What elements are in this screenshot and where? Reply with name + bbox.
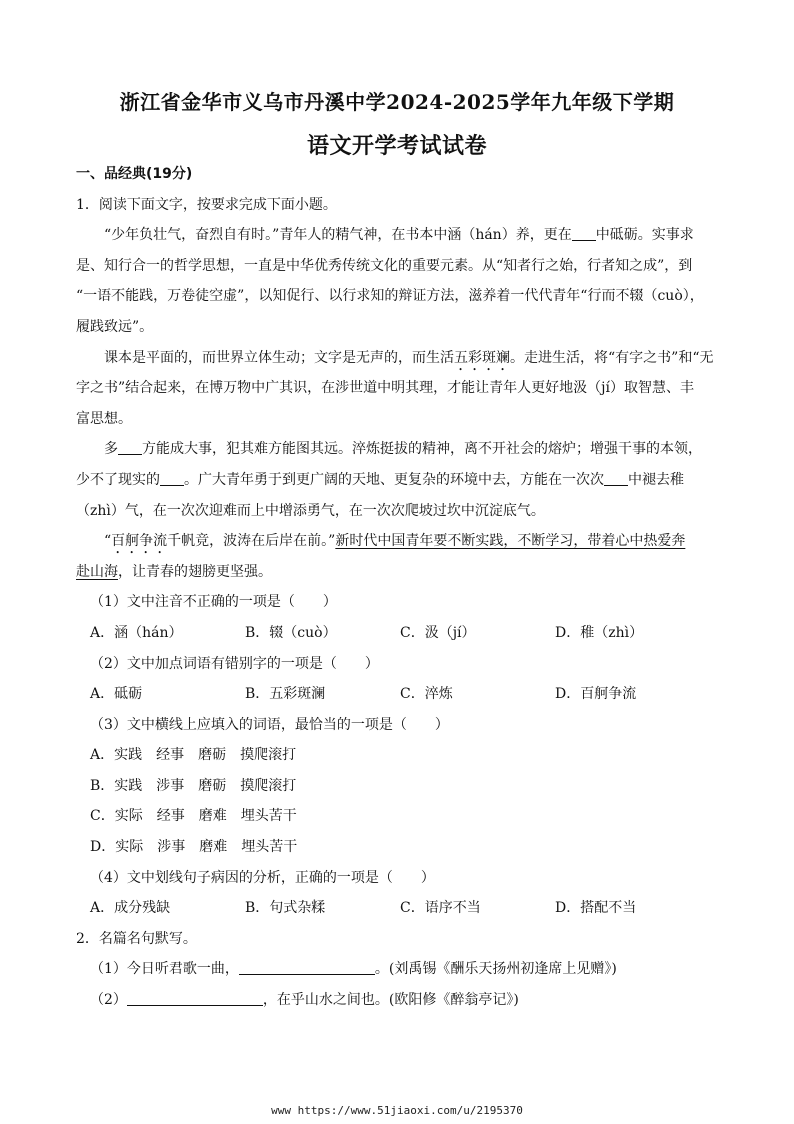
option-c[interactable]: C．实际 经事 磨难 埋头苦干 — [90, 808, 297, 825]
option-c[interactable]: C．淬炼 — [400, 686, 453, 703]
subquestion-2-stem: （2）文中加点词语有错别字的一项是（ ） — [90, 655, 379, 672]
subquestion-1-stem: （1）文中注音不正确的一项是（ ） — [90, 594, 337, 611]
underlined-sentence-part1: 新时代中国青年要不断实践，不断学习，带着心中热爱奔 — [335, 533, 686, 550]
subquestion-4-options — [76, 893, 722, 924]
option-c[interactable]: C．汲（jí） — [400, 624, 476, 641]
subquestion-3-stem: （3）文中横线上应填入的词语，最恰当的一项是（ ） — [90, 716, 449, 733]
exam-title-line1: 浙江省金华市义乌市丹溪中学2024-2025学年九年级下学期 — [119, 90, 675, 114]
passage-p1-line3: “一语不能践，万卷徒空虚”，以知促行、以行求知的辩证方法，滋养着一代代青年“行而不辍（cuò）， — [76, 288, 704, 305]
option-b[interactable]: B．句式杂糅 — [245, 900, 326, 917]
option-d[interactable]: D．实际 涉事 磨难 埋头苦干 — [90, 839, 298, 856]
passage-p3-line3: （zhì）气，在一次次迎难而上中增添勇气，在一次次爬坡过坎中沉淀底气。 — [76, 502, 545, 519]
footer-watermark-url: www https://www.51jiaoxi.com/u/2195370 — [271, 1104, 523, 1117]
passage-p1-line4: 履践致远”。 — [76, 318, 154, 335]
recitation-2: （2） ，在乎山水之间也。(欧阳修《醉翁亭记》) — [76, 985, 722, 1016]
underlined-sentence-part2: 赴山海 — [76, 563, 118, 580]
passage-p3-line1: 多 方能成大事，犯其难方能图其远。淬炼挺拔的精神，离不开社会的熔炉；增强干事的本领， — [76, 434, 722, 465]
fill-blank-4 — [604, 469, 628, 486]
option-c[interactable]: C．语序不当 — [400, 900, 481, 917]
option-b[interactable]: B．五彩斑澜 — [245, 686, 326, 703]
dotted-word-wucaibanlan: 五彩斑斓 — [454, 349, 510, 366]
recitation-1: （1）今日听君歌一曲， 。(刘禹锡《酬乐天扬州初逢席上见赠》) — [76, 954, 722, 985]
question-2-intro: 2．名篇名句默写。 — [76, 930, 197, 947]
subquestion-4-stem: （4）文中划线句子病因的分析，正确的一项是（ ） — [90, 869, 435, 886]
passage-p2-line2: 字之书”结合起来，在博万物中广其识，在涉世道中明其理，才能让青年人更好地汲（jí）取智慧、丰 — [76, 380, 694, 397]
option-b[interactable]: B．实践 涉事 磨砺 摸爬滚打 — [90, 777, 297, 794]
passage-p4-line2: 赴山海，让青春的翅膀更坚强。 — [76, 563, 272, 580]
passage-p4-line1: “百舸争流千帆竞，波涛在后岸在前。”新时代中国青年要不断实践，不断学习，带着心中热爱奔 — [104, 533, 686, 550]
fill-blank-2 — [118, 438, 142, 455]
section-heading: 一、品经典(19分) — [76, 166, 193, 182]
question-1-intro: 1．阅读下面文字，按要求完成下面小题。 — [76, 196, 337, 213]
fill-blank-3 — [160, 469, 184, 486]
exam-title-line2: 语文开学考试试卷 — [306, 133, 487, 159]
passage-p3-line2: 少不了现实的 。广大青年勇于到更广阔的天地、更复杂的环境中去，方能在一次次 中褪去稚 — [76, 465, 722, 496]
passage-p2-line3: 富思想。 — [76, 410, 132, 427]
subquestion-2-options — [76, 679, 722, 710]
passage-p2-line1: 课本是平面的，而世界立体生动；文字是无声的，而生活五彩斑斓。走进生活，将“有字之书”和“无 — [104, 349, 714, 366]
option-d[interactable]: D．搭配不当 — [555, 900, 637, 917]
dotted-word-baigezhengliu: 百舸争流 — [111, 533, 168, 550]
exam-content — [76, 159, 722, 1016]
passage-p1-line2: 是、知行合一的哲学思想，一直是中华优秀传统文化的重要元素。从“知者行之始，行者知之成”，到 — [76, 257, 693, 274]
option-a[interactable]: A．实践 经事 磨砺 摸爬滚打 — [90, 747, 297, 764]
option-d[interactable]: D．稚（zhì） — [555, 624, 644, 641]
fill-blank-1 — [572, 224, 596, 241]
passage-p1-line1: “少年负壮气，奋烈自有时。”青年人的精气神，在书本中涵（hán）养，更在 中砥砺。实事求 — [76, 220, 722, 251]
answer-blank-1[interactable] — [239, 958, 375, 975]
option-b[interactable]: B．辍（cuò） — [245, 624, 337, 641]
answer-blank-2[interactable] — [127, 989, 263, 1006]
subquestion-1-options — [76, 618, 722, 649]
option-a[interactable]: A．成分残缺 — [90, 900, 171, 917]
option-a[interactable]: A．砥砺 — [90, 686, 143, 703]
option-d[interactable]: D．百舸争流 — [555, 686, 637, 703]
option-a[interactable]: A．涵（hán） — [90, 624, 183, 641]
